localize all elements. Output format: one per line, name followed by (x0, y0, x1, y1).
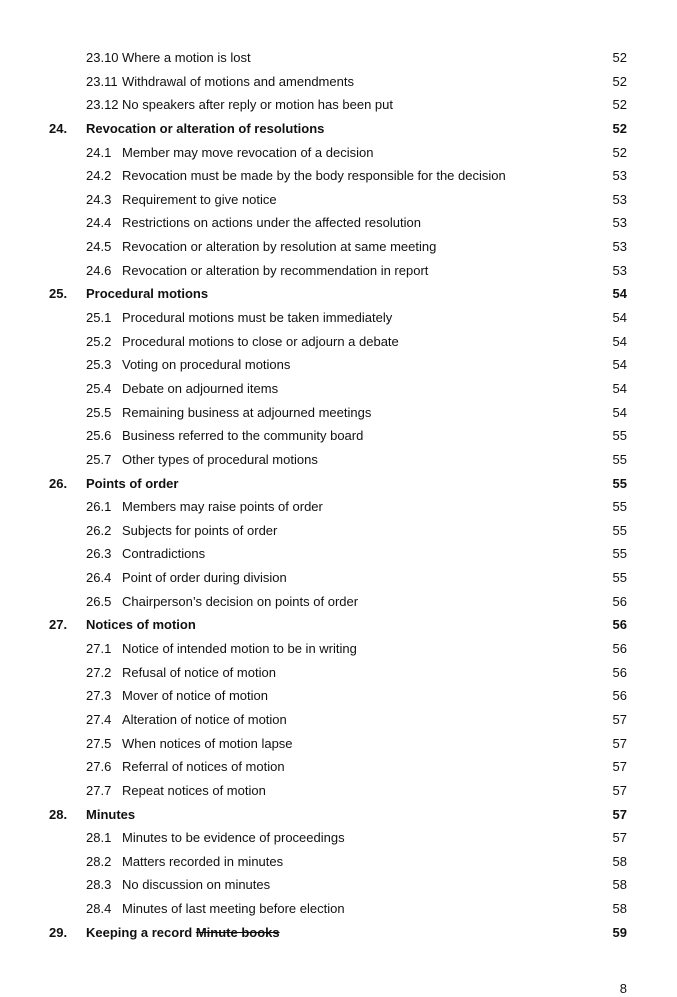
toc-entry-page: 54 (612, 286, 627, 302)
toc-entry-title-text: Member may move revocation of a decision (122, 144, 374, 160)
toc-entry-title-text: Alteration of notice of motion (122, 711, 287, 727)
toc-subsection-row (0, 566, 677, 590)
toc-entry-title (122, 732, 293, 756)
toc-entry-number: 25.5 (86, 404, 112, 420)
toc-entry-title-text: Revocation must be made by the body responsible for the decision (122, 168, 506, 184)
toc-entry-number: 26.3 (86, 546, 112, 562)
toc-entry-page: 52 (612, 120, 627, 136)
toc-entry-title-text: Refusal of notice of motion (122, 664, 276, 680)
toc-entry-title-text: No speakers after reply or motion has been put (122, 97, 393, 113)
toc-subsection-row (0, 306, 677, 330)
toc-entry-title-text: Voting on procedural motions (122, 357, 291, 373)
toc-section-row (0, 921, 677, 945)
toc-entry-page: 57 (612, 735, 627, 751)
toc-entry-page: 56 (612, 617, 627, 633)
toc-entry-number: 27.7 (86, 782, 112, 798)
toc-entry-page: 57 (612, 782, 627, 798)
toc-entry-number: 25.7 (86, 451, 112, 467)
toc-entry-page: 56 (612, 593, 627, 609)
toc-entry-page: 54 (612, 357, 627, 373)
toc-entry-title-text: Points of order (86, 475, 179, 491)
toc-entry-page: 52 (612, 73, 627, 89)
toc-entry-number: 28.3 (86, 877, 112, 893)
toc-entry-title (86, 117, 324, 141)
toc-entry-title-text: Revocation or alteration of resolutions (86, 120, 325, 136)
toc-entry-title-text: Procedural motions must be taken immediately (122, 310, 393, 326)
toc-entry-number: 24.1 (86, 144, 112, 160)
toc-entry-page: 54 (612, 310, 627, 326)
toc-entry-title-text: Minutes of last meeting before election (122, 901, 345, 917)
toc-entry-number: 23.10 (86, 50, 119, 65)
toc-entry-page: 54 (612, 333, 627, 349)
toc-entry-title (122, 46, 251, 70)
toc-entry-title (122, 93, 393, 117)
toc-entry-page: 53 (612, 191, 627, 207)
toc-entry-page: 53 (612, 239, 627, 255)
toc-entry-page: 56 (612, 688, 627, 704)
toc-subsection-row (0, 495, 677, 519)
toc-entry-title (122, 826, 345, 850)
toc-entry-page: 52 (612, 144, 627, 160)
toc-entry-title (122, 637, 357, 661)
toc-entry-title-text: Members may raise points of order (122, 499, 323, 515)
toc-entry-page: 58 (612, 901, 627, 917)
toc-entry-title (122, 519, 277, 543)
toc-subsection-row (0, 46, 677, 70)
toc-entry-title (122, 70, 354, 94)
toc-entry-page: 57 (612, 759, 627, 775)
toc-entry-page: 53 (612, 215, 627, 231)
toc-entry-title-text: Procedural motions (86, 286, 209, 302)
toc-entry-title (122, 211, 421, 235)
toc-entry-page: 59 (612, 924, 627, 940)
toc-entry-title (122, 590, 358, 614)
toc-entry-title (122, 873, 270, 897)
toc-entry-page: 55 (612, 475, 627, 491)
toc-subsection-row (0, 542, 677, 566)
toc-entry-number: 23.12 (86, 97, 119, 113)
toc-entry-number: 24.3 (86, 191, 112, 207)
toc-entry-number: 26.4 (86, 570, 112, 586)
toc-entry-title (122, 755, 285, 779)
toc-section-row (0, 803, 677, 827)
toc-subsection-row (0, 330, 677, 354)
toc-entry-title (86, 472, 178, 496)
toc-entry-title (122, 259, 428, 283)
toc-entry-number: 27. (49, 617, 68, 633)
toc-entry-number: 24.6 (86, 262, 112, 278)
toc-entry-number: 26. (49, 475, 68, 491)
toc-entry-title-text: Referral of notices of motion (122, 759, 285, 775)
toc-entry-title (122, 235, 436, 259)
toc-entry-page: 54 (612, 404, 627, 420)
toc-entry-title-text: Mover of notice of motion (122, 688, 268, 704)
toc-subsection-row (0, 424, 677, 448)
toc-entry-number: 27.4 (86, 711, 112, 727)
toc-subsection-row (0, 141, 677, 165)
toc-subsection-row (0, 93, 677, 117)
toc-entry-title-text: Notice of intended motion to be in writing (122, 641, 357, 657)
toc-entry-title (122, 542, 205, 566)
toc-section-row (0, 472, 677, 496)
toc-entry-number: 24.5 (86, 239, 112, 255)
toc-entry-title (122, 850, 283, 874)
toc-subsection-row (0, 755, 677, 779)
toc-entry-title (86, 803, 135, 827)
toc-entry-page: 58 (612, 877, 627, 893)
toc-subsection-row (0, 519, 677, 543)
toc-entry-title-text: Restrictions on actions under the affected resolution (122, 215, 421, 231)
toc-entry-title (122, 495, 323, 519)
toc-entry-title (86, 921, 280, 945)
toc-subsection-row (0, 661, 677, 685)
toc-entry-title (122, 897, 345, 921)
toc-entry-title-text: Matters recorded in minutes (122, 853, 284, 869)
toc-entry-title (122, 566, 287, 590)
toc-entry-title-text: Where a motion is lost (122, 50, 251, 65)
toc-subsection-row (0, 70, 677, 94)
toc-entry-number: 25.4 (86, 380, 112, 396)
toc-entry-number: 27.2 (86, 664, 112, 680)
toc-entry-page: 57 (612, 830, 627, 846)
toc-entry-title (122, 353, 290, 377)
toc-entry-number: 25.1 (86, 310, 112, 326)
toc-subsection-row (0, 684, 677, 708)
toc-entry-page: 52 (612, 50, 627, 65)
toc-entry-title-text: Business referred to the community board (122, 428, 364, 444)
toc-entry-title (86, 282, 208, 306)
toc-entry-title-text: Chairperson’s decision on points of order (122, 593, 359, 609)
toc-entry-number: 28.2 (86, 853, 112, 869)
toc-entry-title-text: Withdrawal of motions and amendments (122, 73, 354, 89)
toc-entry-title (122, 141, 373, 165)
toc-entry-title-text: Revocation or alteration by resolution at same meeting (122, 239, 437, 255)
toc-subsection-row (0, 164, 677, 188)
toc-entry-title (122, 684, 268, 708)
toc-entry-title (122, 164, 506, 188)
page-number: 8 (619, 981, 627, 996)
toc-subsection-row (0, 873, 677, 897)
toc-entry-page: 54 (612, 380, 627, 396)
toc-entry-page: 55 (612, 570, 627, 586)
table-of-contents (0, 46, 677, 944)
toc-subsection-row (0, 779, 677, 803)
toc-entry-page: 55 (612, 428, 627, 444)
toc-subsection-row (0, 732, 677, 756)
toc-subsection-row (0, 188, 677, 212)
toc-entry-number: 28.1 (86, 830, 112, 846)
toc-entry-title-text: Notices of motion (86, 617, 196, 633)
toc-entry-page: 55 (612, 522, 627, 538)
toc-entry-page: 57 (612, 806, 627, 822)
toc-subsection-row (0, 448, 677, 472)
toc-entry-page: 53 (612, 262, 627, 278)
toc-entry-title-text: Debate on adjourned items (122, 380, 279, 396)
toc-subsection-row (0, 377, 677, 401)
toc-entry-title-text: Revocation or alteration by recommendation in report (122, 262, 429, 278)
toc-entry-title (122, 661, 276, 685)
toc-entry-number: 25.6 (86, 428, 112, 444)
toc-entry-title-text: When notices of motion lapse (122, 735, 293, 751)
toc-entry-title-text: Requirement to give notice (122, 191, 277, 207)
toc-entry-page: 55 (612, 546, 627, 562)
toc-entry-title (122, 424, 363, 448)
toc-entry-title (122, 377, 278, 401)
toc-entry-number: 25. (49, 286, 68, 302)
toc-entry-title-text: Minutes to be evidence of proceedings (122, 830, 345, 846)
toc-entry-page: 57 (612, 711, 627, 727)
toc-subsection-row (0, 826, 677, 850)
toc-entry-title-text: Minutes (86, 806, 136, 822)
toc-entry-number: 26.5 (86, 593, 112, 609)
toc-entry-title-text: Procedural motions to close or adjourn a debate (122, 333, 399, 349)
toc-entry-number: 29. (49, 924, 68, 940)
toc-entry-number: 26.1 (86, 499, 112, 515)
toc-entry-title (86, 613, 196, 637)
toc-entry-number: 27.5 (86, 735, 112, 751)
toc-subsection-row (0, 590, 677, 614)
toc-entry-number: 24.2 (86, 168, 112, 184)
toc-entry-title-text: Point of order during division (122, 570, 287, 586)
toc-entry-title-text: No discussion on minutes (122, 877, 271, 893)
toc-entry-title-text: Subjects for points of order (122, 522, 278, 538)
toc-entry-number: 27.6 (86, 759, 112, 775)
toc-entry-title (122, 401, 371, 425)
toc-entry-number: 23.11 (86, 73, 118, 89)
toc-entry-number: 27.1 (86, 641, 112, 657)
toc-entry-page: 58 (612, 853, 627, 869)
toc-entry-title (122, 330, 399, 354)
toc-entry-number: 26.2 (86, 522, 112, 538)
toc-entry-struck-text: Minute books (195, 924, 280, 940)
toc-subsection-row (0, 353, 677, 377)
toc-entry-title (122, 779, 266, 803)
toc-entry-title (122, 448, 318, 472)
toc-subsection-row (0, 211, 677, 235)
toc-entry-title (122, 188, 277, 212)
toc-entry-number: 25.3 (86, 357, 112, 373)
toc-entry-page: 56 (612, 641, 627, 657)
toc-section-row (0, 117, 677, 141)
toc-subsection-row (0, 637, 677, 661)
toc-entry-number: 28. (49, 806, 68, 822)
toc-subsection-row (0, 235, 677, 259)
toc-entry-page: 55 (612, 451, 627, 467)
toc-entry-page: 55 (612, 499, 627, 515)
toc-entry-number: 24.4 (86, 215, 112, 231)
toc-subsection-row (0, 850, 677, 874)
toc-entry-title-text: Other types of procedural motions (122, 451, 318, 467)
toc-subsection-row (0, 401, 677, 425)
toc-section-row (0, 282, 677, 306)
toc-entry-title-text: Contradictions (122, 546, 206, 562)
toc-entry-title-text: Keeping a record (86, 924, 193, 940)
toc-entry-number: 25.2 (86, 333, 112, 349)
toc-entry-title-text: Repeat notices of motion (122, 782, 266, 798)
toc-subsection-row (0, 259, 677, 283)
toc-section-row (0, 613, 677, 637)
toc-entry-page: 52 (612, 97, 627, 113)
toc-subsection-row (0, 897, 677, 921)
toc-entry-number: 24. (49, 120, 68, 136)
toc-entry-page: 53 (612, 168, 627, 184)
toc-entry-number: 28.4 (86, 901, 112, 917)
toc-subsection-row (0, 708, 677, 732)
toc-entry-title (122, 708, 287, 732)
toc-entry-title-text: Remaining business at adjourned meetings (122, 404, 372, 420)
toc-entry-page: 56 (612, 664, 627, 680)
toc-entry-title (122, 306, 392, 330)
toc-entry-number: 27.3 (86, 688, 112, 704)
